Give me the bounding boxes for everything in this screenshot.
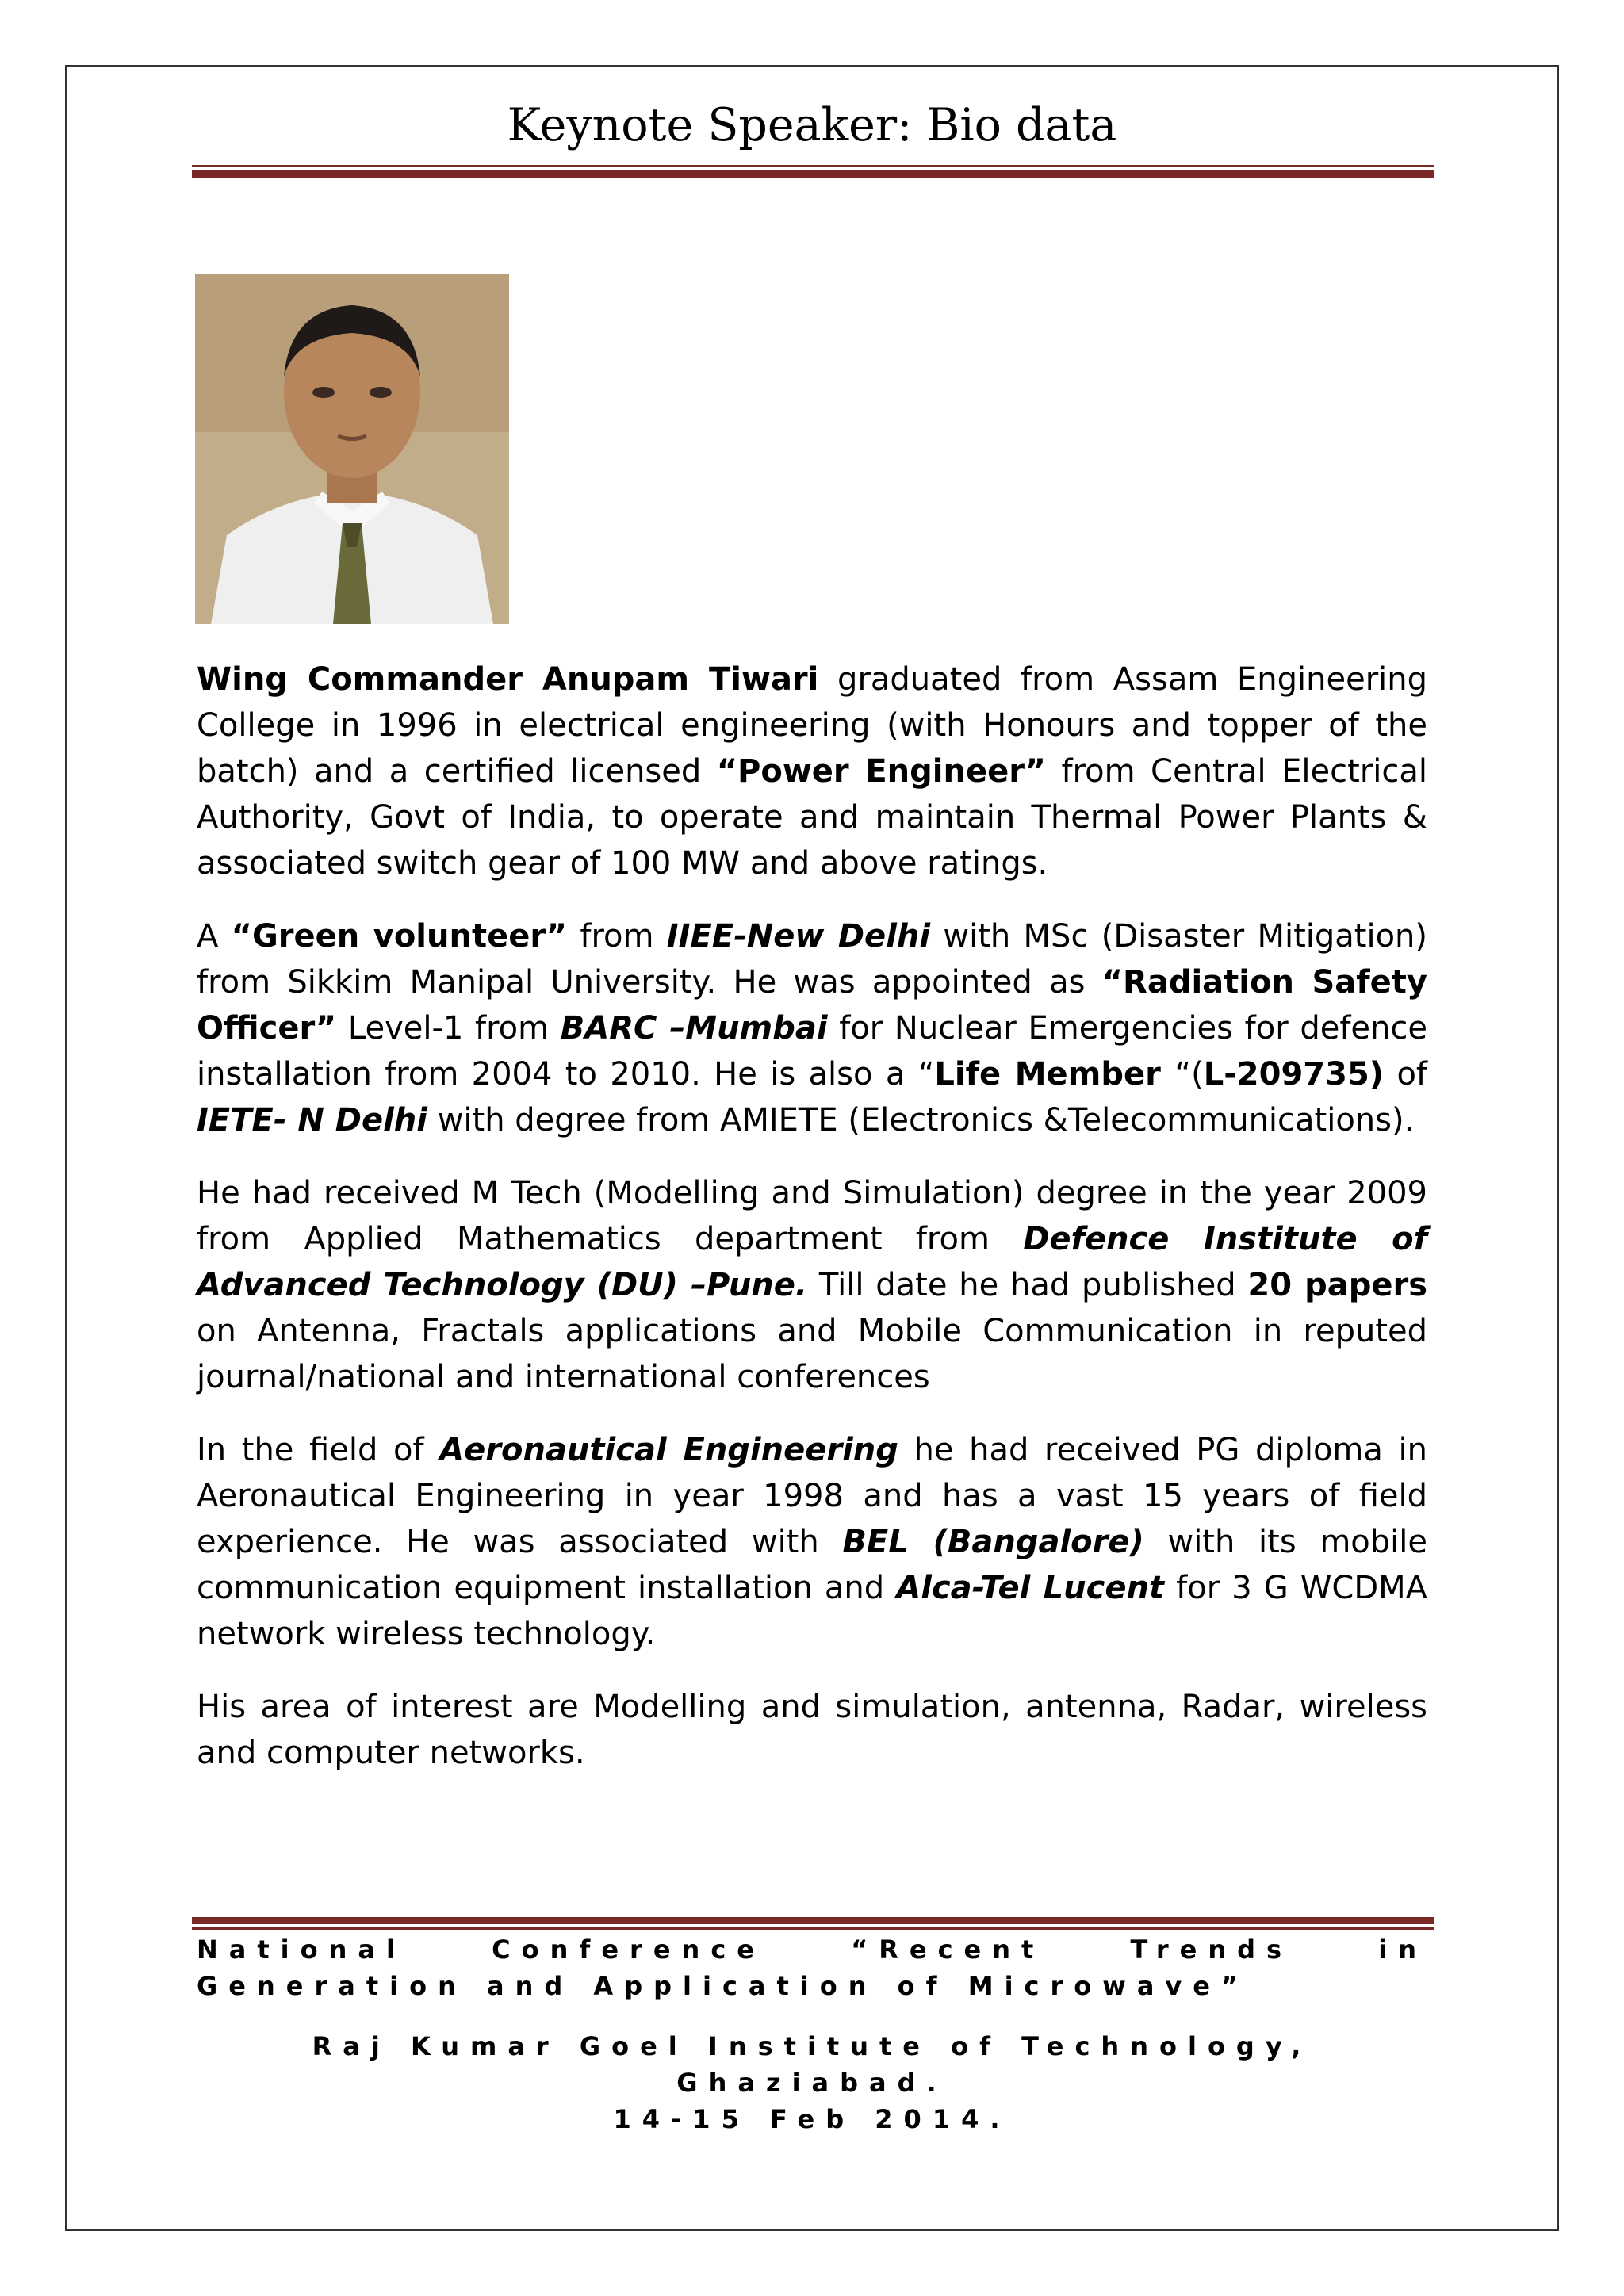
bio-text: [197, 656, 1427, 1803]
institute-name: Raj Kumar Goel Institute of Technology, Ghaziabad.: [312, 2031, 1312, 2098]
bio-paragraph-interests: His area of interest are Modelling and simulation, antenna, Radar, wireless and computer networks.: [197, 1689, 1427, 1771]
header-rule: [192, 165, 1434, 178]
page-title: Keynote Speaker: Bio data: [507, 99, 1117, 151]
bio-paragraph-credentials: A “Green volunteer” from IIEE-New Delhi with MSc (Disaster Mitigation) from Sikkim Manipal University. He was appointed as “Radiation Safety Officer” Level-1 from BARC –Mumbai for Nuclear Emergencies for defence installation from 2004 to 2010. He is also a “Life Member “(L-209735) of IETE- N Delhi with degree from AMIETE (Electronics &Telecommunications).: [197, 918, 1428, 1138]
conference-dates: 14-15 Feb 2014.: [613, 2104, 1011, 2134]
footer-rule: [192, 1917, 1434, 1930]
conference-venue: [197, 2028, 1427, 2137]
bio-paragraph-education: Wing Commander Anupam Tiwari graduated from Assam Engineering College in 1996 in electrical engineering (with Honours and topper of the batch) and a certified licensed “Power Engineer” from Central Electrical Authority, Govt of India, to operate and maintain Thermal Power Plants & associated switch gear of 100 MW and above ratings.: [197, 661, 1427, 882]
conference-name: National Conference “Recent Trends in Generation and Application of Microwave”: [197, 1934, 1427, 2001]
bio-paragraph-aeronautical: In the field of Aeronautical Engineering he had received PG diploma in Aeronautical Engineering in year 1998 and has a vast 15 years of field experience. He was associated with BEL (Bangalore) with its mobile communication equipment installation and Alca-Tel Lucent for 3 G WCDMA network wireless technology.: [197, 1432, 1428, 1652]
speaker-portrait-icon: [195, 274, 509, 624]
speaker-name: Wing Commander Anupam Tiwari: [197, 661, 819, 698]
bio-paragraph-mtech: He had received M Tech (Modelling and Simulation) degree in the year 2009 from Applied Mathematics department from Defence Institute of Advanced Technology (DU) –Pune. Till date he had published 20 papers on Antenna, Fractals applications and Mobile Communication in reputed journal/national and international conferences: [197, 1175, 1428, 1395]
